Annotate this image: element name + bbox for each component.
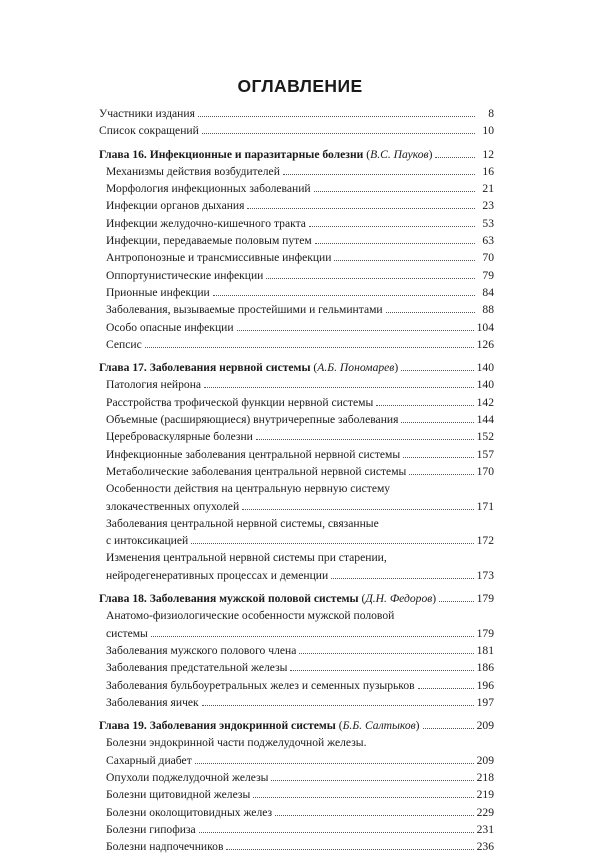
page-number: 70 xyxy=(482,251,494,265)
page-title: ОГЛАВЛЕНИЕ xyxy=(237,76,363,96)
toc-entry xyxy=(99,251,494,268)
entry-title: Инфекции желудочно-кишечного тракта xyxy=(106,216,306,230)
dot-leader xyxy=(191,542,473,544)
entry-title: Заболевания, вызываемые простейшими и гельминтами xyxy=(106,303,383,317)
entry-title: Инфекции органов дыхания xyxy=(106,199,245,213)
toc-entry xyxy=(99,771,494,788)
toc-entry xyxy=(99,430,494,447)
dot-leader xyxy=(145,346,474,348)
page-number: 152 xyxy=(476,430,494,444)
entry-title: с интоксикацией xyxy=(106,534,189,548)
entry-title: Инфекции, передаваемые половым путем xyxy=(106,234,312,248)
entry-title: Анатомо-физиологические особенности мужской половой xyxy=(106,609,395,623)
page-number: 84 xyxy=(482,285,494,299)
dot-leader xyxy=(315,242,475,244)
toc-entry xyxy=(99,124,494,141)
toc-entry xyxy=(99,679,494,696)
toc-entry xyxy=(99,609,494,626)
page-number: 173 xyxy=(476,568,494,582)
dot-leader xyxy=(334,259,475,261)
dot-leader xyxy=(309,225,475,227)
toc-entry xyxy=(99,378,494,395)
entry-title: Цереброваскулярные болезни xyxy=(106,430,253,444)
toc-entry xyxy=(99,696,494,713)
entry-title: Болезни околощитовидных желез xyxy=(106,805,273,819)
toc-entry xyxy=(99,569,494,586)
dot-leader xyxy=(409,473,473,475)
dot-leader xyxy=(226,848,473,850)
chapter-heading: Глава 16. Инфекционные и паразитарные болезни xyxy=(99,147,364,161)
page-number: 53 xyxy=(482,216,494,230)
entry-title: Антропонозные и трансмиссивные инфекции xyxy=(106,251,332,265)
chapter-title: Глава 16. Инфекционные и паразитарные болезни (В.С. Пауков) xyxy=(99,147,433,161)
entry-title: Расстройства трофической функции нервной системы xyxy=(106,395,374,409)
toc-entry xyxy=(99,661,494,678)
dot-leader xyxy=(242,508,473,510)
dot-leader xyxy=(314,190,475,192)
toc-entry xyxy=(99,234,494,251)
toc-entry xyxy=(99,482,494,499)
dot-leader xyxy=(199,831,474,833)
toc-chapter-entry xyxy=(99,361,494,378)
toc-entry xyxy=(99,269,494,286)
dot-leader xyxy=(401,369,473,371)
page-number: 181 xyxy=(476,643,494,657)
dot-leader xyxy=(195,762,474,764)
entry-title: Прионные инфекции xyxy=(106,285,210,299)
dot-leader xyxy=(266,277,475,279)
page-number: 144 xyxy=(476,413,494,427)
toc-entry xyxy=(99,788,494,805)
page-number: 140 xyxy=(476,378,494,392)
page-number: 219 xyxy=(476,788,494,802)
dot-leader xyxy=(247,207,475,209)
toc-entry xyxy=(99,303,494,320)
entry-title: Оппортунистические инфекции xyxy=(106,268,264,282)
entry-title: нейродегенеративных процессах и деменции xyxy=(106,568,329,582)
entry-title: Участники издания xyxy=(99,107,195,120)
page-number: 142 xyxy=(476,395,494,409)
toc-entry xyxy=(99,413,494,430)
chapter-heading: Глава 18. Заболевания мужской половой системы xyxy=(99,592,359,606)
toc-entry xyxy=(99,165,494,182)
page-number: 16 xyxy=(482,164,494,178)
toc-entry xyxy=(99,465,494,482)
toc-entry xyxy=(99,840,494,857)
page-number: 63 xyxy=(482,234,494,248)
toc-entry xyxy=(99,500,494,517)
chapter-heading: Глава 17. Заболевания нервной системы xyxy=(99,361,311,375)
page-number: 209 xyxy=(476,753,494,767)
dot-leader xyxy=(290,669,473,671)
page-number: 21 xyxy=(482,182,494,196)
toc-entry xyxy=(99,321,494,338)
entry-title: Болезни надпочечников xyxy=(106,840,224,854)
dot-leader xyxy=(256,438,474,440)
page-number: 186 xyxy=(476,661,494,675)
page-number: 157 xyxy=(476,447,494,461)
entry-title: Особо опасные инфекции xyxy=(106,320,234,334)
page-number: 179 xyxy=(476,592,494,606)
toc-entry xyxy=(99,806,494,823)
page-number: 10 xyxy=(482,124,494,138)
toc-entry xyxy=(99,182,494,199)
entry-title: Болезни гипофиза xyxy=(106,822,196,836)
entry-title: Объемные (расширяющиеся) внутричерепные заболевания xyxy=(106,413,399,427)
toc-entry xyxy=(99,644,494,661)
page-number: 179 xyxy=(476,626,494,640)
dot-leader xyxy=(204,386,474,388)
toc-entry xyxy=(99,627,494,644)
dot-leader xyxy=(403,456,473,458)
page-number: 126 xyxy=(476,337,494,351)
chapter-title: Глава 17. Заболевания нервной системы (А.Б. Пономарев) xyxy=(99,361,399,375)
dot-leader xyxy=(435,156,475,158)
page-number: 229 xyxy=(476,805,494,819)
entry-title: Заболевания предстательной железы xyxy=(106,661,288,675)
entry-title: Сепсис xyxy=(106,337,142,351)
page-number: 79 xyxy=(482,268,494,282)
toc-entry xyxy=(99,286,494,303)
entry-title: Патология нейрона xyxy=(106,378,202,392)
dot-leader xyxy=(151,635,474,637)
toc-entry xyxy=(99,754,494,771)
page-number: 172 xyxy=(476,534,494,548)
dot-leader xyxy=(439,600,473,602)
dot-leader xyxy=(271,779,473,781)
entry-title: Болезни эндокринной части поджелудочной железы. xyxy=(106,736,367,750)
dot-leader xyxy=(376,404,473,406)
entry-title: Морфология инфекционных заболеваний xyxy=(106,182,311,196)
toc-entry xyxy=(99,517,494,534)
entry-title: Опухоли поджелудочной железы xyxy=(106,770,269,784)
toc-entry xyxy=(99,736,494,753)
chapter-author: Б.Б. Салтыков xyxy=(342,719,416,733)
dot-leader xyxy=(299,652,473,654)
toc-entry xyxy=(99,448,494,465)
entry-title: Изменения центральной нервной системы при старении, xyxy=(106,551,387,565)
chapter-author: В.С. Пауков xyxy=(370,147,429,161)
chapter-author: Д.Н. Федоров xyxy=(365,592,433,606)
entry-title: Заболевания мужского полового члена xyxy=(106,643,297,657)
entry-title: системы xyxy=(106,626,148,640)
dot-leader xyxy=(275,814,474,816)
page-number: 88 xyxy=(482,303,494,317)
entry-title: Сахарный диабет xyxy=(106,753,192,767)
page-number: 104 xyxy=(476,320,494,334)
page-number: 196 xyxy=(476,678,494,692)
toc-entry xyxy=(99,199,494,216)
toc-chapter-entry xyxy=(99,148,494,165)
dot-leader xyxy=(202,704,474,706)
dot-leader xyxy=(253,796,473,798)
entry-title: Особенности действия на центральную нервную систему xyxy=(106,482,391,496)
toc-entry xyxy=(99,396,494,413)
dot-leader xyxy=(198,115,475,117)
toc-entry xyxy=(99,217,494,234)
entry-title: Список сокращений xyxy=(99,124,199,138)
dot-leader xyxy=(386,311,475,313)
dot-leader xyxy=(423,727,474,729)
toc-entry xyxy=(99,534,494,551)
toc-entry xyxy=(99,551,494,568)
toc-chapter-entry xyxy=(99,719,494,736)
page-number: 197 xyxy=(476,695,494,709)
entry-title: Инфекционные заболевания центральной нервной системы xyxy=(106,447,401,461)
dot-leader xyxy=(213,294,475,296)
dot-leader xyxy=(237,329,474,331)
chapter-author: А.Б. Пономарев xyxy=(317,361,395,375)
entry-title: Механизмы действия возбудителей xyxy=(106,164,280,178)
page-number: 171 xyxy=(476,499,494,513)
page-number: 236 xyxy=(476,840,494,854)
page-number: 231 xyxy=(476,822,494,836)
chapter-heading: Глава 19. Заболевания эндокринной системы xyxy=(99,719,336,733)
dot-leader xyxy=(202,132,475,134)
toc-entry xyxy=(99,107,494,124)
dot-leader xyxy=(418,687,474,689)
entry-title: Болезни щитовидной железы xyxy=(106,788,251,802)
page-number: 218 xyxy=(476,770,494,784)
entry-title: злокачественных опухолей xyxy=(106,499,240,513)
dot-leader xyxy=(401,421,473,423)
table-of-contents xyxy=(99,107,494,857)
dot-leader xyxy=(331,577,473,579)
entry-title: Заболевания центральной нервной системы, связанные xyxy=(106,516,379,530)
page-number: 170 xyxy=(476,464,494,478)
page-number: 140 xyxy=(476,361,494,375)
toc-chapter-entry xyxy=(99,592,494,609)
page-number: 8 xyxy=(488,107,494,120)
entry-title: Метаболические заболевания центральной нервной системы xyxy=(106,464,407,478)
toc-entry xyxy=(99,823,494,840)
entry-title: Заболевания яичек xyxy=(106,695,199,709)
chapter-title: Глава 18. Заболевания мужской половой системы (Д.Н. Федоров) xyxy=(99,592,437,606)
dot-leader xyxy=(283,173,475,175)
page-number: 209 xyxy=(476,719,494,733)
chapter-title: Глава 19. Заболевания эндокринной системы (Б.Б. Салтыков) xyxy=(99,719,420,733)
entry-title: Заболевания бульбоуретральных желез и семенных пузырьков xyxy=(106,678,415,692)
page-number: 12 xyxy=(482,147,494,161)
page-number: 23 xyxy=(482,199,494,213)
toc-entry xyxy=(99,338,494,355)
